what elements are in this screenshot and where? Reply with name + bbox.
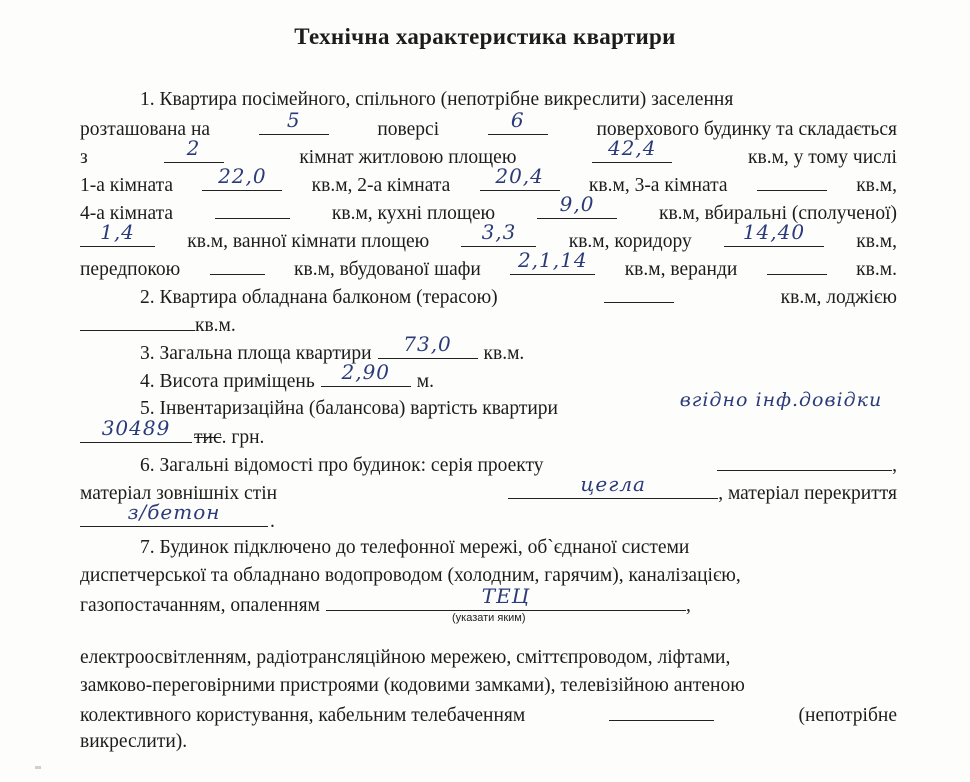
p7-text: (непотрібне — [798, 705, 897, 726]
p1-text: 1. Квартира посімейного, спільного (непотрібне викреслити) заселення — [140, 89, 734, 110]
p4-text: м. — [416, 371, 434, 392]
bath-value: 3,3 — [481, 220, 517, 244]
total-area-value: 73,0 — [403, 332, 452, 356]
closet-field — [510, 248, 595, 275]
p6-text: матеріал зовнішніх стін — [80, 483, 278, 504]
height-value: 2,90 — [341, 360, 391, 384]
room3-field — [757, 170, 827, 191]
p1-text: кв.м, вбиральні (сполученої) — [659, 203, 897, 224]
p1-text: кв.м, коридору — [568, 231, 692, 252]
room4-field — [215, 198, 290, 219]
p2-line2 — [80, 310, 897, 340]
floors-total-value: 6 — [510, 108, 525, 132]
p1-text: поверсі — [377, 119, 440, 140]
kitchen-field — [537, 192, 617, 219]
p1-text: 1-а кімната — [80, 175, 174, 196]
valuation-field — [80, 416, 192, 443]
p7-text: , — [685, 595, 691, 616]
p1-text: кв.м, вбудованої шафи — [294, 259, 481, 280]
p3-line — [140, 332, 897, 368]
heating-caption: (указати яким) — [452, 612, 526, 624]
p1-text: кв.м, у тому числі — [748, 147, 897, 168]
p6-line3 — [80, 500, 897, 536]
p7-text: електроосвітленням, радіотрансляційною мережею, сміттєпроводом, ліфтами, — [80, 647, 731, 668]
p2-text: кв.м. — [195, 315, 236, 336]
cable-tv-field — [609, 700, 714, 721]
series-field — [717, 450, 892, 471]
p3-text: кв.м. — [483, 343, 525, 364]
bath-field — [461, 220, 536, 247]
room2-field — [480, 164, 560, 191]
corridor-field — [724, 220, 824, 247]
room1-field — [202, 164, 282, 191]
closet-value: 2,1,14 — [517, 248, 588, 272]
valuation-note: вгідно інф.довідки — [679, 389, 883, 411]
living-area-value: 42,4 — [607, 136, 657, 160]
p7-line1 — [140, 534, 897, 562]
p2-line1 — [140, 282, 897, 312]
p6-text: . — [270, 511, 275, 532]
corridor-value: 14,40 — [742, 220, 806, 244]
rooms-field — [164, 136, 224, 163]
p2-text: кв.м, лоджією — [780, 287, 897, 308]
toilet-field — [80, 220, 155, 247]
p5-line1 — [140, 389, 897, 423]
p1-text: кв.м, кухні площею — [331, 203, 496, 224]
loggia-field — [80, 310, 195, 331]
p6-text: , матеріал перекриття — [718, 483, 897, 504]
balcony-field — [604, 282, 674, 303]
p1-text: передпокою — [80, 259, 181, 280]
walls-field — [508, 472, 718, 499]
p1-line7 — [80, 248, 897, 284]
hallway-field — [210, 254, 265, 275]
veranda-field — [767, 254, 827, 275]
heating-field — [326, 584, 686, 611]
p5-line2 — [80, 416, 897, 452]
p1-text: кв.м, — [856, 175, 897, 196]
p2-text: 2. Квартира обладнана балконом (терасою) — [140, 287, 498, 308]
height-field — [321, 360, 411, 387]
p7-text: газопостачанням, опаленням — [80, 595, 320, 616]
p1-line6 — [80, 220, 897, 256]
total-area-field — [378, 332, 478, 359]
p5-text: 5. Інвентаризаційна (балансова) вартість квартири — [140, 398, 558, 419]
p1-text: кв.м. — [856, 259, 897, 280]
p7-line5 — [80, 672, 897, 700]
room2-value: 20,4 — [495, 164, 544, 188]
valuation-value: 30489 — [101, 416, 171, 440]
walls-value: цегла — [580, 472, 646, 496]
p7-text: колективного користування, кабельним телебаченням — [80, 705, 526, 726]
p7-text: викреслити). — [80, 731, 188, 752]
p7-line6 — [80, 700, 897, 730]
scan-speck — [35, 766, 41, 769]
heating-value: ТЕЦ — [481, 584, 531, 608]
p1-text: розташована на — [80, 119, 211, 140]
p1-text: кімнат житловою площею — [299, 147, 517, 168]
p6-text: 6. Загальні відомості про будинок: серія проекту — [140, 455, 544, 476]
p1-text: кв.м, 2-а кімната — [311, 175, 451, 196]
p6-text: , — [892, 455, 897, 476]
struck-unit: тис — [194, 427, 222, 448]
p7-text: 7. Будинок підключено до телефонної мережі, об`єднаної системи — [140, 537, 690, 558]
floor-field — [259, 108, 329, 135]
p7-line7 — [80, 728, 897, 756]
p1-text: з — [80, 147, 88, 168]
floors-total-field — [488, 108, 548, 135]
rooms-value: 2 — [186, 136, 201, 160]
document-title: Технічна характеристика квартири — [294, 24, 676, 49]
p1-text: кв.м, — [856, 231, 897, 252]
p1-text: 4-а кімната — [80, 203, 174, 224]
floor-value: 5 — [286, 108, 301, 132]
p5-text: . грн. — [221, 427, 265, 448]
room1-value: 22,0 — [218, 164, 267, 188]
ceiling-field — [80, 500, 268, 527]
p1-text: кв.м, веранди — [624, 259, 738, 280]
kitchen-value: 9,0 — [559, 192, 595, 216]
p1-text: кв.м, ванної кімнати площею — [187, 231, 430, 252]
p7-line4 — [80, 644, 897, 672]
valuation-note-field — [665, 389, 897, 414]
p3-text: 3. Загальна площа квартири — [140, 343, 372, 364]
p1-text: кв.м, 3-а кімната — [588, 175, 728, 196]
toilet-value: 1,4 — [100, 220, 135, 244]
p7-text: замково-переговірними пристроями (кодовими замками), телевізійною антеною — [80, 675, 745, 696]
p7-text: диспетчерської та обладнано водопроводом (холодним, гарячим), каналізацією, — [80, 565, 741, 586]
p4-text: 4. Висота приміщень — [140, 371, 315, 392]
p1-text: поверхового будинку та складається — [596, 119, 897, 140]
ceiling-value: з/бетон — [127, 500, 221, 524]
p1-line4 — [80, 164, 897, 200]
living-area-field — [592, 136, 672, 163]
